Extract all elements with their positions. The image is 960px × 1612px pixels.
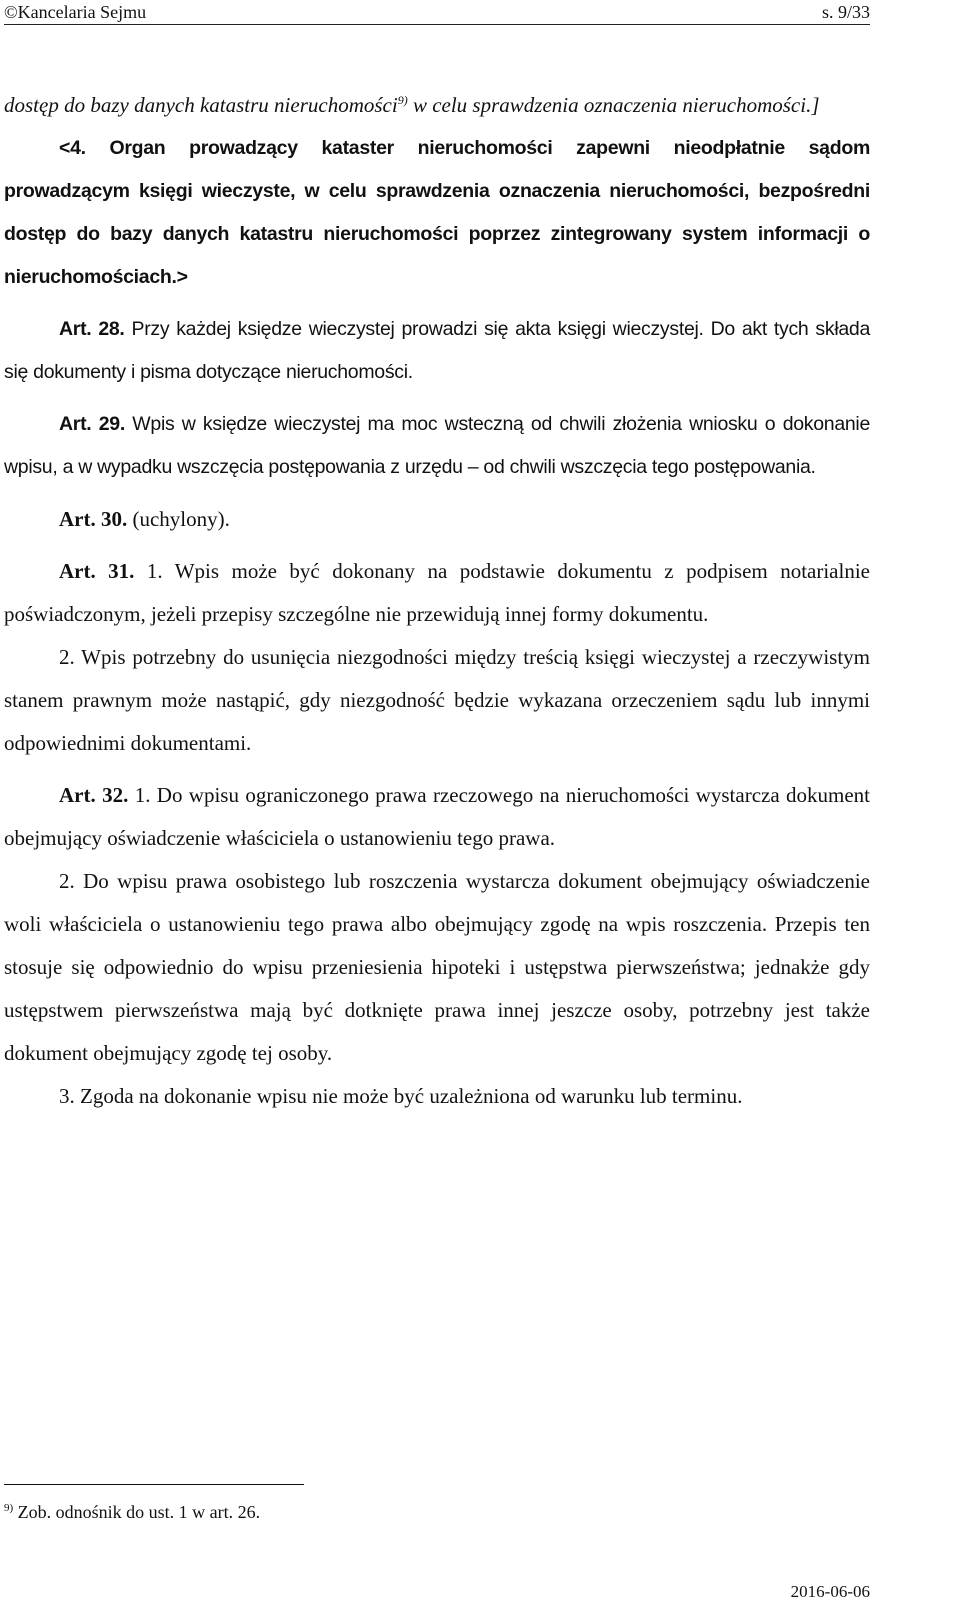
footer-date: 2016-06-06 — [790, 1582, 870, 1601]
article-30-label: Art. 30. — [59, 507, 128, 531]
footnote-text: Zob. odnośnik do ust. 1 w art. 26. — [13, 1502, 261, 1522]
article-32-1 — [4, 774, 870, 860]
footnote-number: 9) — [4, 1502, 14, 1514]
page-number: s. 9/33 — [821, 2, 870, 22]
article-28-text: Przy każdej księdze wieczystej prowadzi się akta księgi wieczystej. Do akt tych składa się dokumenty i pisma dotyczące nieruchomości. — [4, 318, 870, 383]
paragraph-italic — [4, 84, 870, 127]
footnote-ref: 9) — [397, 93, 408, 107]
p1-text: dostęp do bazy danych katastru nieruchomości — [4, 93, 398, 117]
article-30-text: (uchylony). — [127, 507, 230, 531]
paragraph-bold-amendment: <4. Organ prowadzący kataster nieruchomości zapewni nieodpłatnie sądom prowadzącym księgi wieczyste, w celu sprawdzenia oznaczenia nieruchomości, bezpośredni dostęp do bazy danych katastru nieruchomości poprzez zintegrowany system informacji o nieruchomościach.> — [4, 137, 870, 288]
p1-rest: w celu sprawdzenia oznaczenia nieruchomości.] — [407, 93, 820, 117]
article-30 — [4, 498, 870, 541]
article-32-2: 2. Do wpisu prawa osobistego lub roszczenia wystarcza dokument obejmujący oświadczenie woli właściciela o ustanowieniu tego prawa albo obejmujący zgodę na wpis roszczenia. Przepis ten stosuje się odpowiednio do wpisu przeniesienia hipoteki i ustępstwa pierwszeństwa; jednakże gdy ustępstwem pierwszeństwa mają być dotknięte prawa innej jeszcze osoby, potrzebny jest także dokument obejmujący zgodę tej osoby. — [4, 869, 870, 1065]
article-32-label: Art. 32. — [59, 783, 129, 807]
document-body — [4, 84, 870, 1118]
header-left: ©Kancelaria Sejmu — [4, 2, 147, 22]
article-31-1 — [4, 550, 870, 636]
header-rule — [4, 24, 870, 25]
footnote-rule — [4, 1484, 304, 1485]
article-31-label: Art. 31. — [59, 559, 135, 583]
article-28 — [4, 308, 870, 394]
article-32-3: 3. Zgoda na dokonanie wpisu nie może być uzależniona od warunku lub terminu. — [59, 1084, 743, 1108]
article-31-1-text: 1. Wpis może być dokonany na podstawie dokumentu z podpisem notarialnie poświadczonym, jeżeli przepisy szczególne nie przewidują innej formy dokumentu. — [4, 559, 870, 626]
article-29-label: Art. 29. — [59, 413, 125, 435]
article-32-1-text: 1. Do wpisu ograniczonego prawa rzeczowego na nieruchomości wystarcza dokument obejmujący oświadczenie właściciela o ustanowieniu tego prawa. — [4, 783, 871, 850]
footnote — [4, 1500, 260, 1524]
article-31-2: 2. Wpis potrzebny do usunięcia niezgodności między treścią księgi wieczystej a rzeczywistym stanem prawnym może nastąpić, gdy niezgodność będzie wykazana orzeczeniem sądu lub innymi odpowiednimi dokumentami. — [4, 645, 870, 755]
article-28-label: Art. 28. — [59, 318, 125, 340]
article-29-text: Wpis w księdze wieczystej ma moc wsteczną od chwili złożenia wniosku o dokonanie wpisu, a w wypadku wszczęcia postępowania z urzędu – od chwili wszczęcia tego postępowania. — [4, 413, 870, 478]
article-29 — [4, 403, 870, 489]
